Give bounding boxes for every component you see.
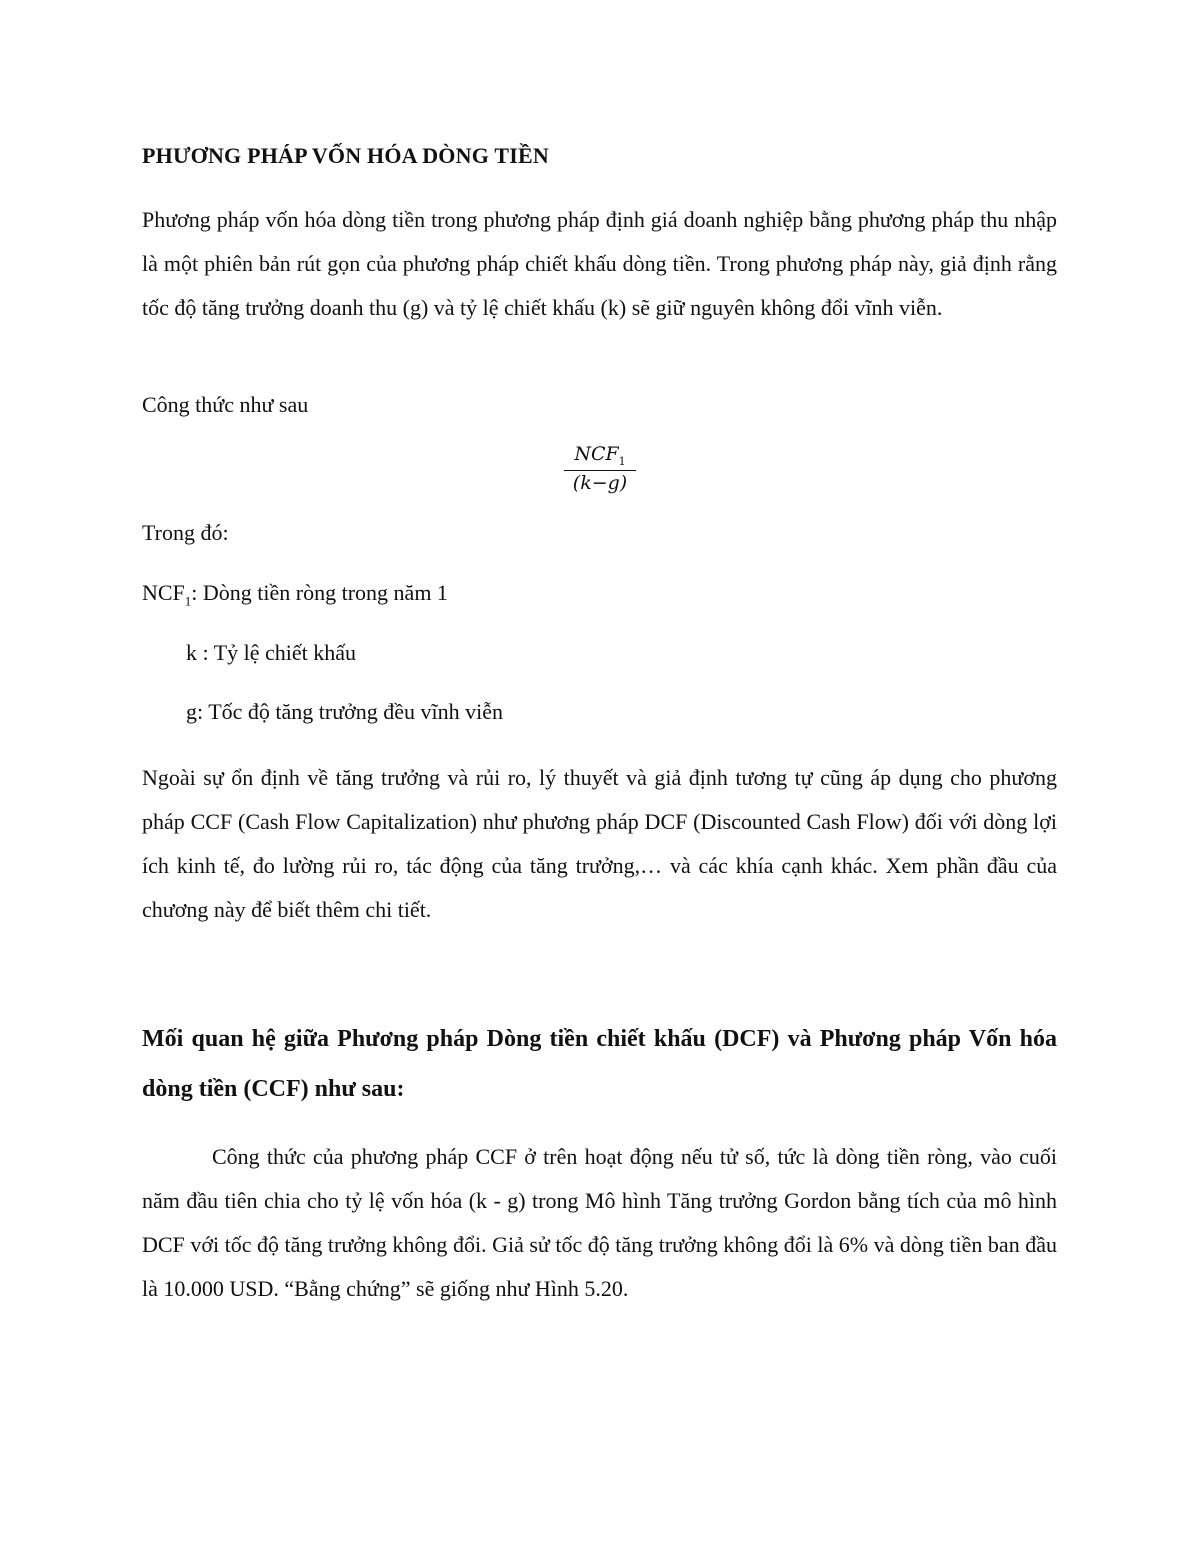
- section-heading: Mối quan hệ giữa Phương pháp Dòng tiền chiết khấu (DCF) và Phương pháp Vốn hóa dòng tiền (CCF) như sau:: [142, 1026, 1057, 1102]
- paragraph-gordon-model: Công thức của phương pháp CCF ở trên hoạt động nếu tử số, tức là dòng tiền ròng, vào cuối năm đầu tiên chia cho tỷ lệ vốn hóa (k - g) trong Mô hình Tăng trưởng Gordon bằng tích của mô hình DCF với tốc độ tăng trưởng không đổi. Giả sử tốc độ tăng trưởng không đổi là 6% và dòng tiền ban đầu là 10.000 USD. “Bằng chứng” sẽ giống như Hình 5.20.: [142, 1144, 1057, 1301]
- definition-g: g: Tốc độ tăng trưởng đều vĩnh viễn: [186, 699, 504, 724]
- intro-paragraph: Phương pháp vốn hóa dòng tiền trong phương pháp định giá doanh nghiệp bằng phương pháp thu nhập là một phiên bản rút gọn của phương pháp chiết khấu dòng tiền. Trong phương pháp này, giả định rằng tốc độ tăng trưởng doanh thu (g) và tỷ lệ chiết khấu (k) sẽ giữ nguyên không đổi vĩnh viễn.: [142, 207, 1057, 320]
- paragraph-ccf-dcf: Ngoài sự ổn định về tăng trưởng và rủi ro, lý thuyết và giả định tương tự cũng áp dụng cho phương pháp CCF (Cash Flow Capitalization) như phương pháp DCF (Discounted Cash Flow) đối với dòng lợi ích kinh tế, đo lường rủi ro, tác động của tăng trưởng,… và các khía cạnh khác. Xem phần đầu của chương này để biết thêm chi tiết.: [142, 765, 1057, 922]
- capitalization-formula: [560, 443, 640, 494]
- formula-denominator: (k−g): [572, 472, 628, 495]
- formula-numerator: $NCF_1$: [574, 443, 626, 468]
- definition-ncf: $NCF_1$: Dòng tiền ròng trong năm 1: [142, 580, 448, 609]
- where-label: Trong đó:: [142, 520, 229, 545]
- formula-intro: Công thức như sau: [142, 392, 309, 417]
- definition-k: k : Tỷ lệ chiết khấu: [186, 640, 357, 665]
- page-title: PHƯƠNG PHÁP VỐN HÓA DÒNG TIỀN: [142, 143, 549, 168]
